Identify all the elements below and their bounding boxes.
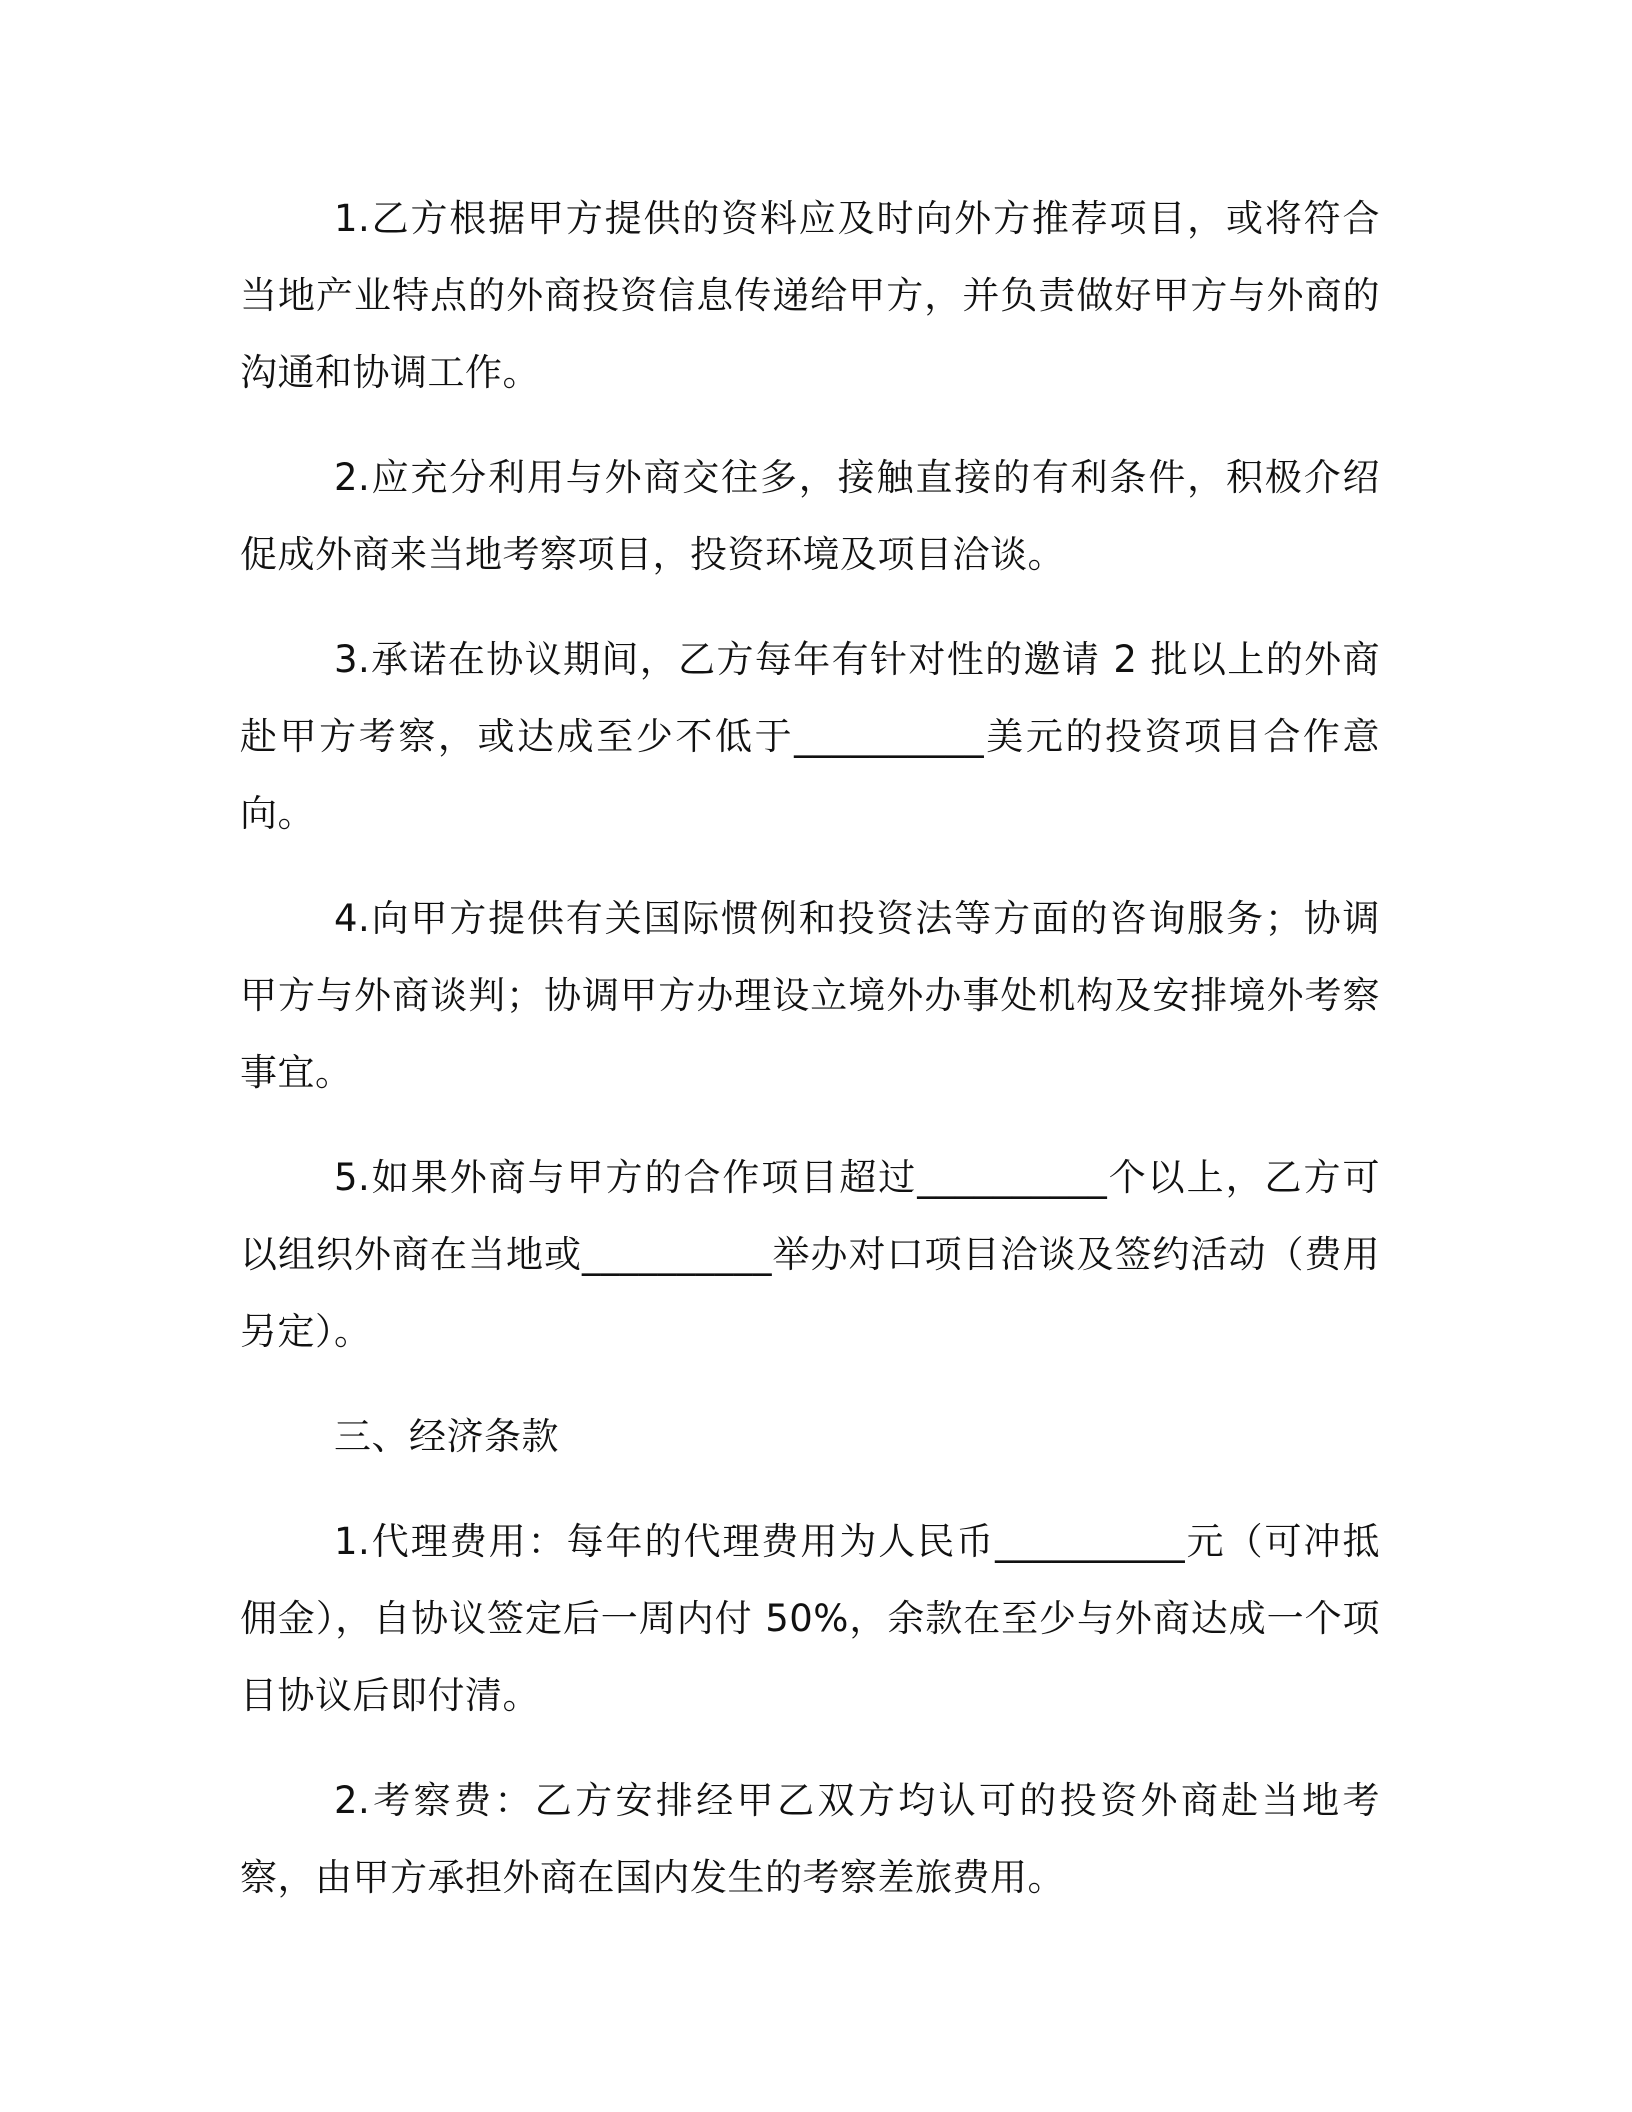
clause-paragraph-3: 3.承诺在协议期间，乙方每年有针对性的邀请 2 批以上的外商赴甲方考察，或达成至少不低于__________美元的投资项目合作意向。 — [240, 638, 1380, 835]
section-heading: 三、经济条款 — [334, 1415, 559, 1458]
clause-paragraph-4: 4.向甲方提供有关国际惯例和投资法等方面的咨询服务；协调甲方与外商谈判；协调甲方办理设立境外办事处机构及安排境外考察事宜。 — [240, 897, 1380, 1094]
clause-paragraph-1: 1.乙方根据甲方提供的资料应及时向外方推荐项目，或将符合当地产业特点的外商投资信息传递给甲方，并负责做好甲方与外商的沟通和协调工作。 — [240, 197, 1380, 394]
economic-clause-2: 2.考察费：乙方安排经甲乙双方均认可的投资外商赴当地考察，由甲方承担外商在国内发生的考察差旅费用。 — [240, 1779, 1380, 1899]
document-body — [240, 180, 1380, 1944]
clause-paragraph-5: 5.如果外商与甲方的合作项目超过__________个以上，乙方可以组织外商在当地或__________举办对口项目洽谈及签约活动（费用另定）。 — [240, 1156, 1380, 1353]
economic-clause-1: 1.代理费用：每年的代理费用为人民币__________元（可冲抵佣金），自协议签定后一周内付 50%，余款在至少与外商达成一个项目协议后即付清。 — [240, 1520, 1380, 1717]
clause-paragraph-2: 2.应充分利用与外商交往多，接触直接的有利条件，积极介绍促成外商来当地考察项目，投资环境及项目洽谈。 — [240, 456, 1380, 576]
